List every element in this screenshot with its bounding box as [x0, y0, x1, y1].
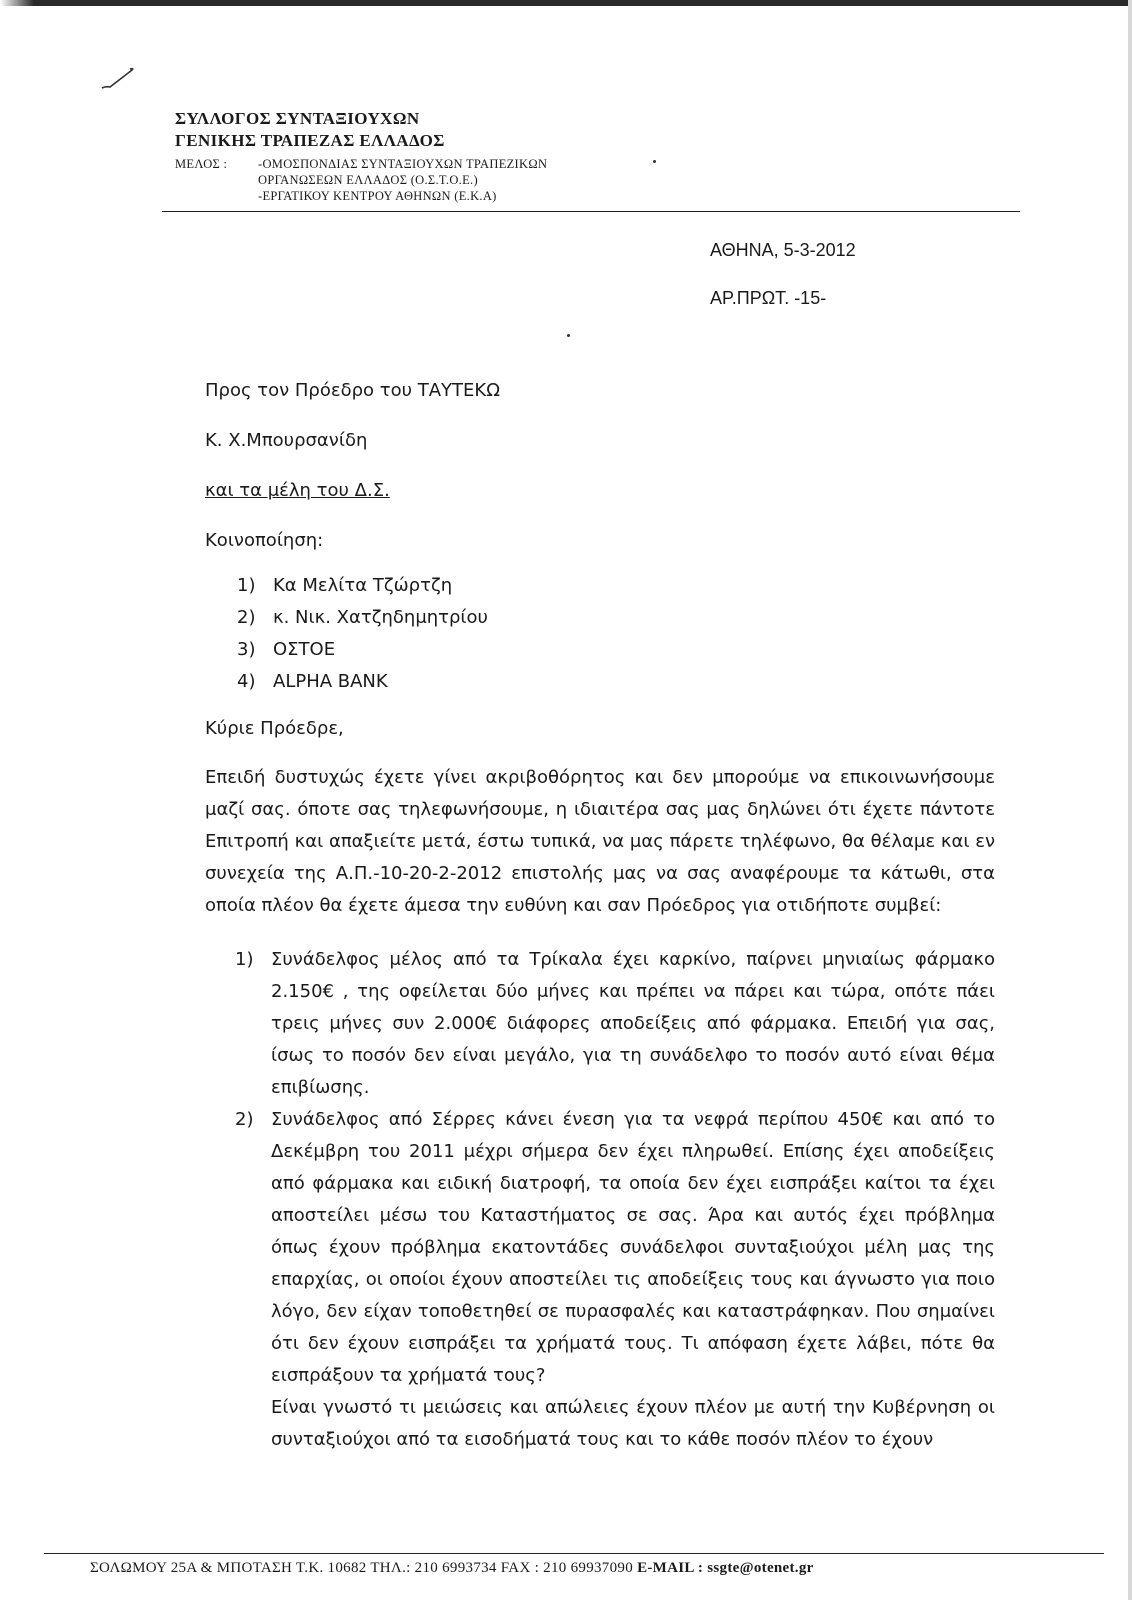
membership-block: [175, 156, 1025, 204]
scan-edge-top: [0, 0, 1132, 6]
numbered-points: [205, 944, 995, 1392]
protocol-number: ΑΡ.ΠΡΩΤ. -15-: [710, 288, 827, 308]
point-item: 1) Συνάδελφος μέλος από τα Τρίκαλα έχει καρκίνο, παίρνει μηνιαίως φάρμακο 2.150€ , της οφείλεται δύο μήνες και πρέπει να πάρει και τώρα, οπότε πάει τρεις μήνες συν 2.000€ διάφορες αποδείξεις από φάρμακα. Επειδή για σας, ίσως το ποσόν δεν είναι μεγάλο, για τη συνάδελφο το ποσόν αυτό είναι θέμα επιβίωσης.: [235, 949, 995, 1098]
scan-edge-right: [1128, 0, 1132, 1600]
list-item: 2) κ. Νικ. Χατζηδημητρίου: [237, 607, 488, 628]
letter-body: [205, 366, 995, 1456]
intro-paragraph: Επειδή δυστυχώς έχετε γίνει ακριβοθόρητος και δεν μπορούμε να επικοινωνήσουμε μαζί σας. όποτε σας τηλεφωνήσουμε, η ιδιαιτέρα σας μας δηλώνει ότι έχετε πάντοτε Επιτροπή και απαξιείτε μετά, έστω τυπικά, να μας πάρετε τηλέφωνο, θα θέλαμε και εν συνεχεία της Α.Π.-10-20-2-2012 επιστολής μας να σας αναφέρουμε τα κάτωθι, στα οποία πλέον θα έχετε άμεσα την ευθύνη και σαν Πρόεδρος για οτιδήποτε συμβεί:: [205, 767, 995, 916]
member-line-1: -ΟΜΟΣΠΟΝΔΙΑΣ ΣΥΝΤΑΞΙΟΥΧΩΝ ΤΡΑΠΕΖΙΚΩΝ: [258, 157, 548, 171]
pen-check-mark-icon: [100, 62, 136, 92]
member-line-3: -ΕΡΓΑΤΙΚΟΥ ΚΕΝΤΡΟΥ ΑΘΗΝΩΝ (Ε.Κ.Α): [258, 189, 497, 203]
footer-contact: [90, 1560, 814, 1577]
point-item: 2) Συνάδελφος από Σέρρες κάνει ένεση για τα νεφρά περίπου 450€ και από το Δεκέμβρη του 2011 μέχρι σήμερα δεν έχει πληρωθεί. Επίσης έχει αποδείξεις από φάρμακα και ειδική διατροφή, τα οποία δεν έχει εισπράξει καίτοι τα έχει αποστείλει μέσω του Καταστήματος σε σας. Άρα και αυτός έχει πρόβλημα όπως έχουν πρόβλημα εκατοντάδες συνάδελφοι συνταξιούχοι μέλη μας της επαρχίας, οι οποίοι έχουν αποστείλει τις αποδείξεις τους και άγνωστο για ποιο λόγο, δεν είχαν τοποθετηθεί σε πυρασφαλές και καταστράφηκαν. Που σημαίνει ότι δεν έχουν εισπράξει τα χρήματά τους. Τι απόφαση έχετε λάβει, πότε θα εισπράξουν τα χρήματά τους?: [235, 1109, 995, 1386]
continuation-paragraph: Είναι γνωστό τι μειώσεις και απώλειες έχουν πλέον με αυτή την Κυβέρνηση οι συνταξιούχοι από τα εισοδήματά τους και το κάθε ποσόν πλέον το έχουν: [271, 1397, 995, 1450]
recipient-line-3: και τα μέλη του Δ.Σ.: [205, 480, 390, 501]
org-name-line2: ΓΕΝΙΚΗΣ ΤΡΑΠΕΖΑΣ ΕΛΛΑΔΟΣ: [175, 131, 445, 150]
member-line-2: ΟΡΓΑΝΩΣΕΩΝ ΕΛΛΑΔΟΣ (Ο.Σ.Τ.Ο.Ε.): [258, 173, 478, 187]
cc-label: Κοινοποίηση:: [205, 530, 324, 551]
recipient-line-2: Κ. Χ.Μπουρσανίδη: [205, 430, 368, 451]
letter-date: ΑΘΗΝΑ, 5-3-2012: [710, 240, 856, 260]
footer-divider: [44, 1553, 1104, 1554]
scan-speck: [653, 160, 656, 163]
letterhead: [175, 108, 1025, 204]
salutation: Κύριε Πρόεδρε,: [205, 718, 344, 739]
email-address: ssgte@otenet.gr: [707, 1560, 814, 1576]
cc-list: [205, 570, 995, 698]
org-name-line1: ΣΥΛΛΟΓΟΣ ΣΥΝΤΑΞΙΟΥΧΩΝ: [175, 109, 420, 128]
list-item: 4) ALPHA BANK: [237, 671, 388, 692]
member-label: ΜΕΛΟΣ :: [175, 157, 228, 171]
recipient-line-1: Προς τον Πρόεδρο του ΤΑΥΤΕΚΩ: [205, 380, 500, 401]
scan-speck: [567, 334, 570, 337]
list-item: 1) Κα Μελίτα Τζώρτζη: [237, 575, 453, 596]
list-item: 3) ΟΣΤΟΕ: [237, 639, 336, 660]
date-block: [710, 226, 856, 322]
email-label: E-MAIL :: [637, 1560, 704, 1576]
footer-address: ΣΟΛΩΜΟΥ 25Α & ΜΠΟΤΑΣΗ Τ.Κ. 10682 ΤΗΛ.: 210 6993734 FAX : 210 69937090: [90, 1560, 633, 1576]
header-divider: [162, 211, 1020, 212]
